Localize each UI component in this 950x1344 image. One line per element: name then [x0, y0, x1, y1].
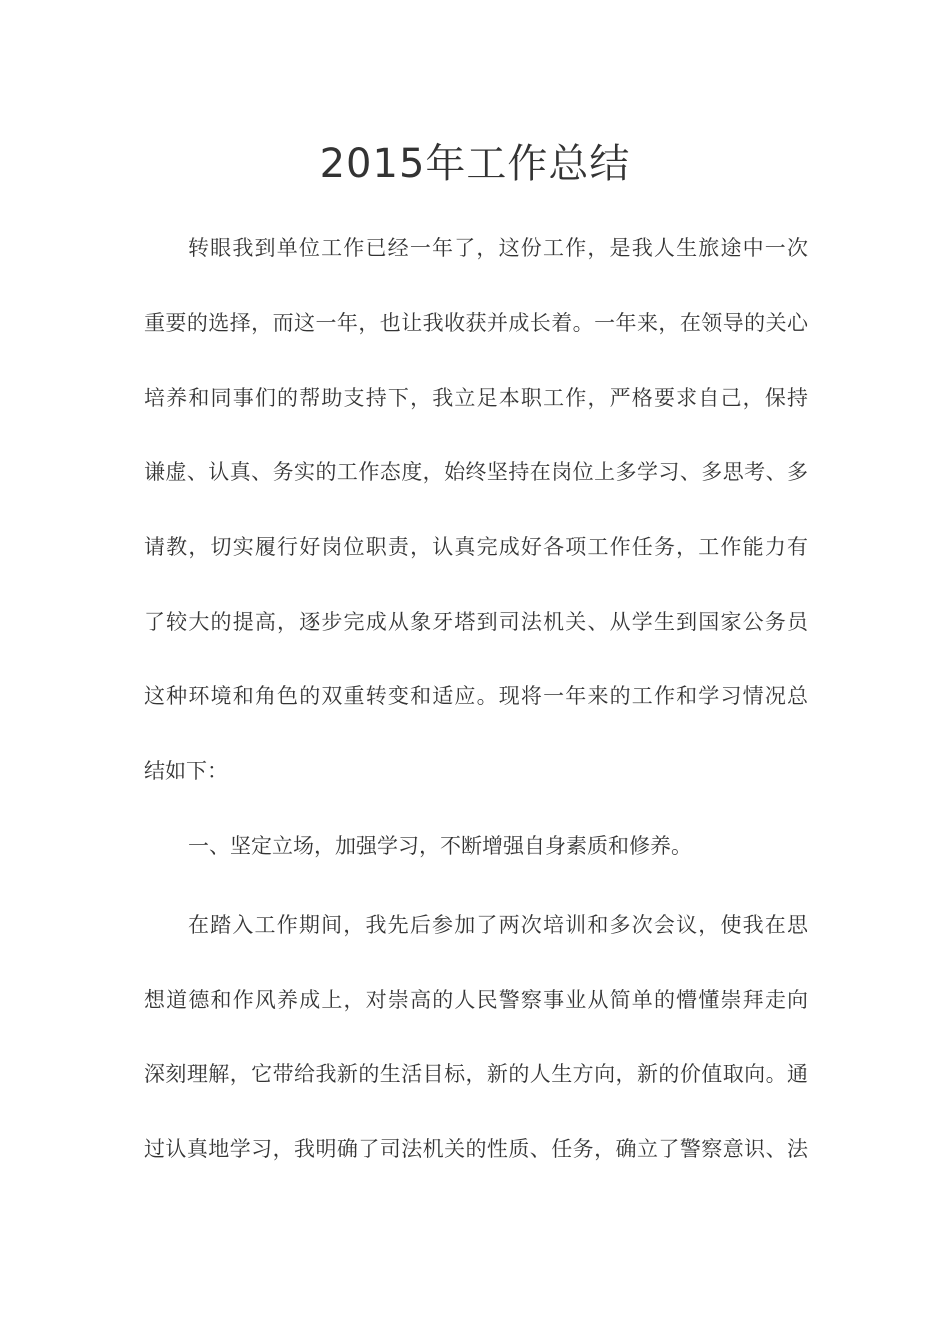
paragraph-line: 深刻理解，它带给我新的生活目标，新的人生方向，新的价值取向。通: [144, 1062, 808, 1086]
paragraph-line: 在踏入工作期间，我先后参加了两次培训和多次会议，使我在思: [188, 913, 808, 937]
paragraph-line: 过认真地学习，我明确了司法机关的性质、任务，确立了警察意识、法: [144, 1137, 808, 1161]
paragraph-line: 了较大的提高，逐步完成从象牙塔到司法机关、从学生到国家公务员: [144, 610, 808, 634]
paragraph-line: 培养和同事们的帮助支持下，我立足本职工作，严格要求自己，保持: [144, 386, 808, 410]
paragraph-line: 想道德和作风养成上，对崇高的人民警察事业从简单的懵懂崇拜走向: [144, 988, 808, 1012]
paragraph-line: 这种环境和角色的双重转变和适应。现将一年来的工作和学习情况总: [144, 684, 808, 708]
paragraph-line: 请教，切实履行好岗位职责，认真完成好各项工作任务，工作能力有: [144, 535, 808, 559]
paragraph-line: 结如下：: [144, 759, 228, 783]
paragraph-line: 重要的选择，而这一年，也让我收获并成长着。一年来，在领导的关心: [144, 311, 808, 335]
section-heading: 一、坚定立场，加强学习，不断增强自身素质和修养。: [188, 834, 692, 858]
document-title: 2015年工作总结: [319, 141, 631, 187]
paragraph-line: 转眼我到单位工作已经一年了，这份工作，是我人生旅途中一次: [188, 236, 808, 260]
paragraph-line: 谦虚、认真、务实的工作态度，始终坚持在岗位上多学习、多思考、多: [144, 460, 808, 484]
